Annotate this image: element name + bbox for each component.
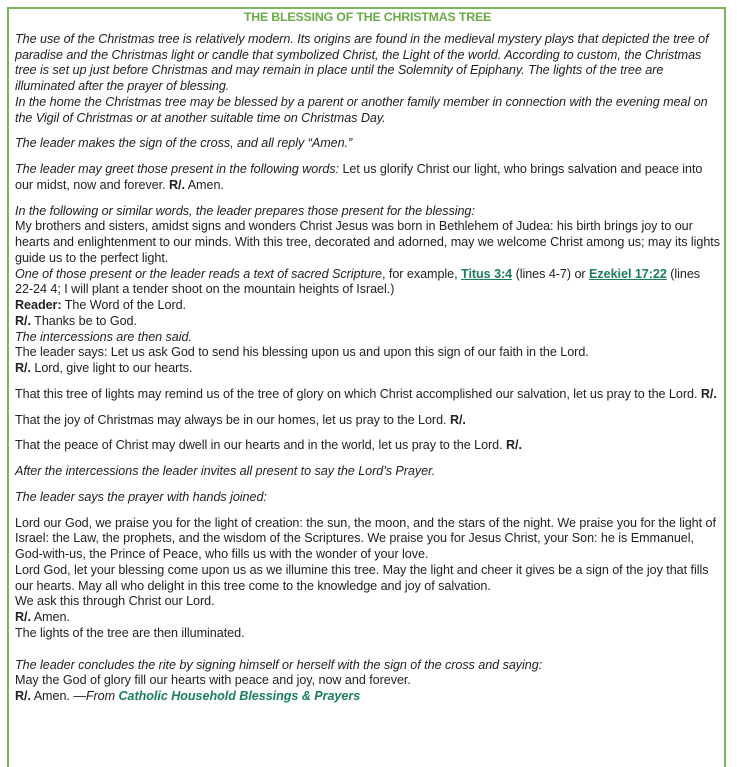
intro-paragraph-2 bbox=[15, 95, 720, 127]
source-prefix: —From bbox=[73, 689, 119, 703]
greeting-paragraph bbox=[15, 162, 720, 194]
response-mark: R/. bbox=[15, 610, 31, 624]
conclusion-rubric bbox=[15, 658, 720, 674]
response-text: Thanks be to God. bbox=[30, 313, 137, 328]
response-text: Amen. bbox=[30, 610, 70, 624]
intro-text: The use of the Christmas tree is relatively modern. Its origins are found in the medieval mystery plays that depicted the tree of paradise and the Christmas light or candle that symbolized Christ, the Light of the world. According to custom, the Christmas tree is set up just before Christmas and may remain in place until the Solemnity of Epiphany. The lights of the tree are illuminated after the prayer of blessing. bbox=[15, 31, 709, 93]
response-text: Lord, give light to our hearts. bbox=[30, 361, 193, 375]
reading-text: , for example, bbox=[381, 266, 462, 281]
response-mark: R/. bbox=[169, 177, 185, 192]
response-mark: R/. bbox=[15, 361, 31, 375]
reading-response bbox=[15, 314, 720, 330]
intercession-text: That this tree of lights may remind us of the tree of glory on which Christ accomplished our salvation, let us pray to the Lord. bbox=[15, 386, 701, 401]
prayer-rubric bbox=[15, 490, 720, 506]
response-mark: R/. bbox=[449, 412, 466, 427]
intercessions-leader: The leader says: Let us ask God to send his blessing upon us and upon this sign of our faith in the Lord. bbox=[15, 345, 589, 360]
page-title: THE BLESSING OF THE CHRISTMAS TREE bbox=[243, 10, 492, 24]
conclusion-response bbox=[15, 689, 720, 705]
preparation-text: My brothers and sisters, amidst signs and wonders Christ Jesus was born in Bethlehem of Judea: his birth brings joy to our hearts and enlightenment to our minds. With this tree, decorated and adorned, may we welcome Christ among us; may its lights guide us to the perfect light. bbox=[15, 219, 720, 265]
response-mark: R/. bbox=[15, 313, 31, 328]
reader-label: Reader: bbox=[15, 298, 62, 312]
prayer-paragraph-3: We ask this through Christ our Lord. bbox=[15, 594, 215, 609]
response-mark: R/. bbox=[700, 386, 717, 401]
greeting-rubric: The leader may greet those present in the following words: bbox=[15, 162, 340, 176]
intercession-text: That the joy of Christmas may always be in our homes, let us pray to the Lord. bbox=[15, 412, 450, 427]
greeting-text: Let us glorify Christ our light, who brings salvation and peace into our midst, now and forever. bbox=[15, 162, 703, 192]
intercessions-rubric bbox=[15, 330, 720, 346]
source-title: Catholic Household Blessings & Prayers bbox=[118, 689, 361, 703]
intro-paragraph bbox=[15, 32, 720, 95]
prayer-paragraph-2: Lord God, let your blessing come upon us as we illumine this tree. May the light and cheer it gives be a sign of the joy that fills our hearts. May all who delight in this tree come to the knowledge and joy of salvation. bbox=[15, 562, 709, 593]
reader-line bbox=[15, 298, 720, 314]
titus-link[interactable]: Titus 3:4 bbox=[461, 266, 513, 281]
lords-prayer-rubric bbox=[15, 464, 720, 480]
intercession-item bbox=[15, 387, 720, 403]
rubric-text: In the following or similar words, the leader prepares those present for the blessing: bbox=[15, 203, 475, 218]
sign-of-cross-rubric bbox=[15, 136, 720, 152]
rubric-text: The intercessions are then said. bbox=[15, 329, 192, 344]
rubric-text: The leader concludes the rite by signing himself or herself with the sign of the cross and saying: bbox=[15, 657, 543, 672]
prayer-paragraph-1: Lord our God, we praise you for the light of creation: the sun, the moon, and the stars of the night. We praise you for the light of Israel: the Law, the prophets, and the wisdom of the Scriptures. We praise you for Jesus Christ, your Son: he is Emmanuel, God-with-us, the Prince of Peace, who fills us with the wonder of your love. bbox=[15, 515, 716, 561]
rubric-text: The leader makes the sign of the cross, and all reply “Amen.” bbox=[15, 136, 353, 151]
intercession-text: That the peace of Christ may dwell in our hearts and in the world, let us pray to the Lord. bbox=[15, 438, 507, 453]
rubric-text: The leader says the prayer with hands joined: bbox=[15, 489, 267, 504]
intercessions-response bbox=[15, 361, 720, 377]
reading-text: (lines 22-24 4; I will plant a tender shoot on the mountain heights of Israel.) bbox=[15, 266, 701, 297]
reader-text: The Word of the Lord. bbox=[61, 298, 186, 312]
reading-text: (lines 4-7) or bbox=[512, 266, 590, 281]
response-text: Amen. bbox=[184, 177, 224, 192]
prayer-after: The lights of the tree are then illuminated. bbox=[15, 625, 245, 640]
reading-paragraph bbox=[15, 267, 720, 299]
rubric-text: After the intercessions the leader invites all present to say the Lord’s Prayer. bbox=[15, 464, 436, 478]
prayer-response bbox=[15, 610, 720, 626]
response-mark: R/. bbox=[506, 438, 522, 453]
document-content bbox=[15, 10, 720, 705]
intro-text-2: In the home the Christmas tree may be blessed by a parent or another family member in connection with the evening meal on the Vigil of Christmas or at another suitable time on Christmas Day. bbox=[15, 94, 708, 125]
ezekiel-link[interactable]: Ezekiel 17:22 bbox=[589, 266, 667, 281]
conclusion-text: May the God of glory fill our hearts with peace and joy, now and forever. bbox=[15, 673, 411, 688]
intercession-item bbox=[15, 413, 720, 429]
response-text: Amen. bbox=[30, 689, 74, 703]
response-mark: R/. bbox=[15, 689, 31, 703]
reading-rubric: One of those present or the leader reads a text of sacred Scripture bbox=[15, 266, 382, 281]
intercession-item bbox=[15, 438, 720, 454]
preparation-rubric bbox=[15, 204, 720, 220]
